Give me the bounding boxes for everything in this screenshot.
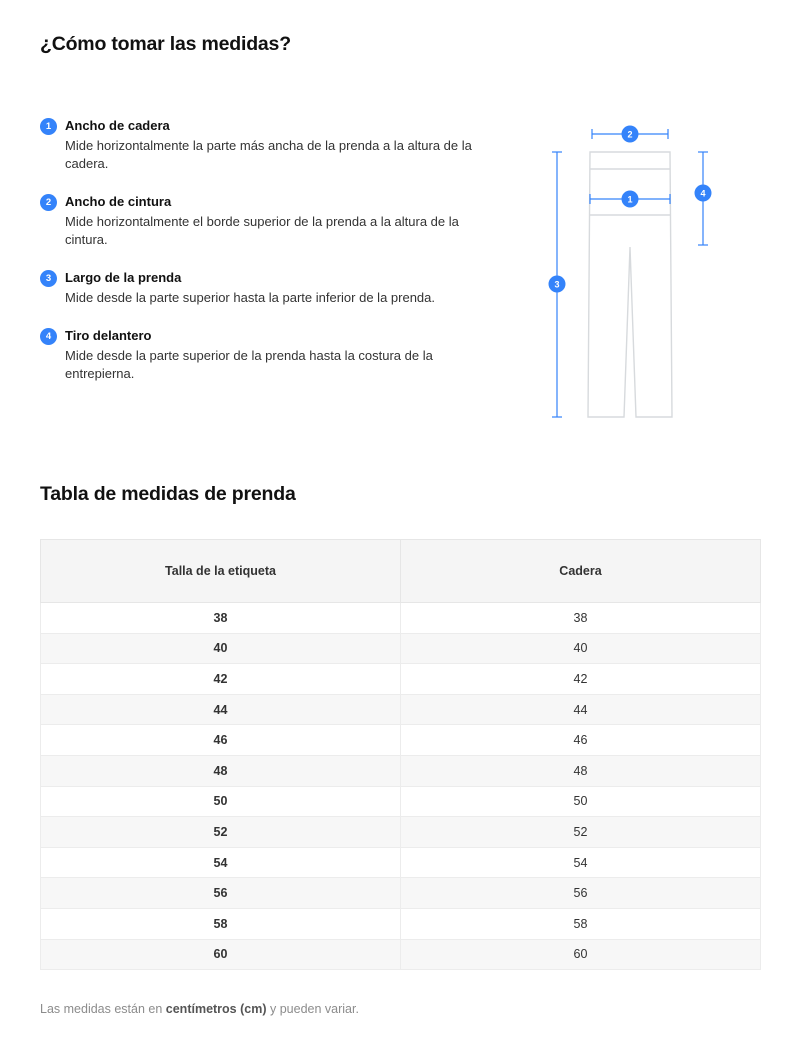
table-row: [41, 725, 761, 756]
svg-text:2: 2: [627, 129, 633, 140]
cell-hip: 40: [401, 633, 761, 664]
svg-text:1: 1: [627, 194, 633, 205]
table-header-row: [41, 540, 761, 603]
table-row: [41, 847, 761, 878]
cell-size: 42: [41, 664, 401, 695]
table-row: [41, 817, 761, 848]
diagram-marker-3: [549, 276, 566, 293]
cell-size: 38: [41, 603, 401, 634]
instruction-description: Mide desde la parte superior hasta la parte inferior de la prenda.: [65, 290, 435, 305]
table-row: [41, 878, 761, 909]
column-header-hip: Cadera: [401, 540, 761, 603]
page-title: ¿Cómo tomar las medidas?: [40, 33, 291, 55]
footnote-suffix: y pueden variar.: [266, 1002, 359, 1016]
svg-text:4: 4: [700, 188, 706, 199]
cell-hip: 46: [401, 725, 761, 756]
cell-size: 48: [41, 755, 401, 786]
table-row: [41, 633, 761, 664]
footnote-prefix: Las medidas están en: [40, 1002, 166, 1016]
step-badge-1: 1: [40, 118, 57, 135]
cell-hip: 60: [401, 939, 761, 970]
cell-size: 52: [41, 817, 401, 848]
diagram-marker-2: [622, 126, 639, 143]
instruction-description: Mide horizontalmente la parte más ancha de la prenda a la altura de la cadera.: [65, 138, 472, 171]
table-title: Tabla de medidas de prenda: [40, 483, 296, 505]
instruction-title: Ancho de cadera: [65, 118, 170, 133]
instruction-list: [40, 117, 500, 383]
diagram-marker-1: [622, 191, 639, 208]
list-item: [40, 117, 500, 173]
measurements-table-wrapper: [40, 539, 761, 970]
instruction-description: Mide horizontalmente el borde superior de la prenda a la altura de la cintura.: [65, 214, 459, 247]
column-header-size: Talla de la etiqueta: [41, 540, 401, 603]
cell-size: 54: [41, 847, 401, 878]
trousers-illustration: [520, 117, 770, 437]
cell-hip: 44: [401, 694, 761, 725]
table-head: [41, 540, 761, 603]
table-row: [41, 694, 761, 725]
step-badge-2: 2: [40, 194, 57, 211]
list-item: [40, 327, 500, 383]
table-row: [41, 755, 761, 786]
cell-hip: 54: [401, 847, 761, 878]
table-body: [41, 603, 761, 970]
cell-size: 40: [41, 633, 401, 664]
cell-hip: 50: [401, 786, 761, 817]
list-item: [40, 269, 500, 307]
cell-hip: 52: [401, 817, 761, 848]
instruction-title: Ancho de cintura: [65, 194, 172, 209]
instruction-description: Mide desde la parte superior de la prenda hasta la costura de la entrepierna.: [65, 348, 433, 381]
table-row: [41, 603, 761, 634]
cell-size: 56: [41, 878, 401, 909]
cell-hip: 42: [401, 664, 761, 695]
cell-hip: 58: [401, 908, 761, 939]
diagram-marker-4: [695, 185, 712, 202]
size-guide-page: [0, 33, 801, 1057]
step-badge-4: 4: [40, 328, 57, 345]
instruction-title: Largo de la prenda: [65, 270, 182, 285]
cell-size: 46: [41, 725, 401, 756]
table-row: [41, 939, 761, 970]
trousers-diagram: [520, 117, 770, 447]
table-row: [41, 786, 761, 817]
list-item: [40, 193, 500, 249]
table-row: [41, 908, 761, 939]
measurements-table: [40, 539, 761, 970]
cell-size: 60: [41, 939, 401, 970]
cell-hip: 56: [401, 878, 761, 909]
cell-hip: 38: [401, 603, 761, 634]
cell-hip: 48: [401, 755, 761, 786]
step-badge-3: 3: [40, 270, 57, 287]
cell-size: 58: [41, 908, 401, 939]
instruction-title: Tiro delantero: [65, 328, 152, 343]
table-row: [41, 664, 761, 695]
units-footnote: [40, 1002, 359, 1016]
svg-text:3: 3: [554, 279, 560, 290]
cell-size: 44: [41, 694, 401, 725]
footnote-units: centímetros (cm): [165, 1002, 267, 1016]
cell-size: 50: [41, 786, 401, 817]
